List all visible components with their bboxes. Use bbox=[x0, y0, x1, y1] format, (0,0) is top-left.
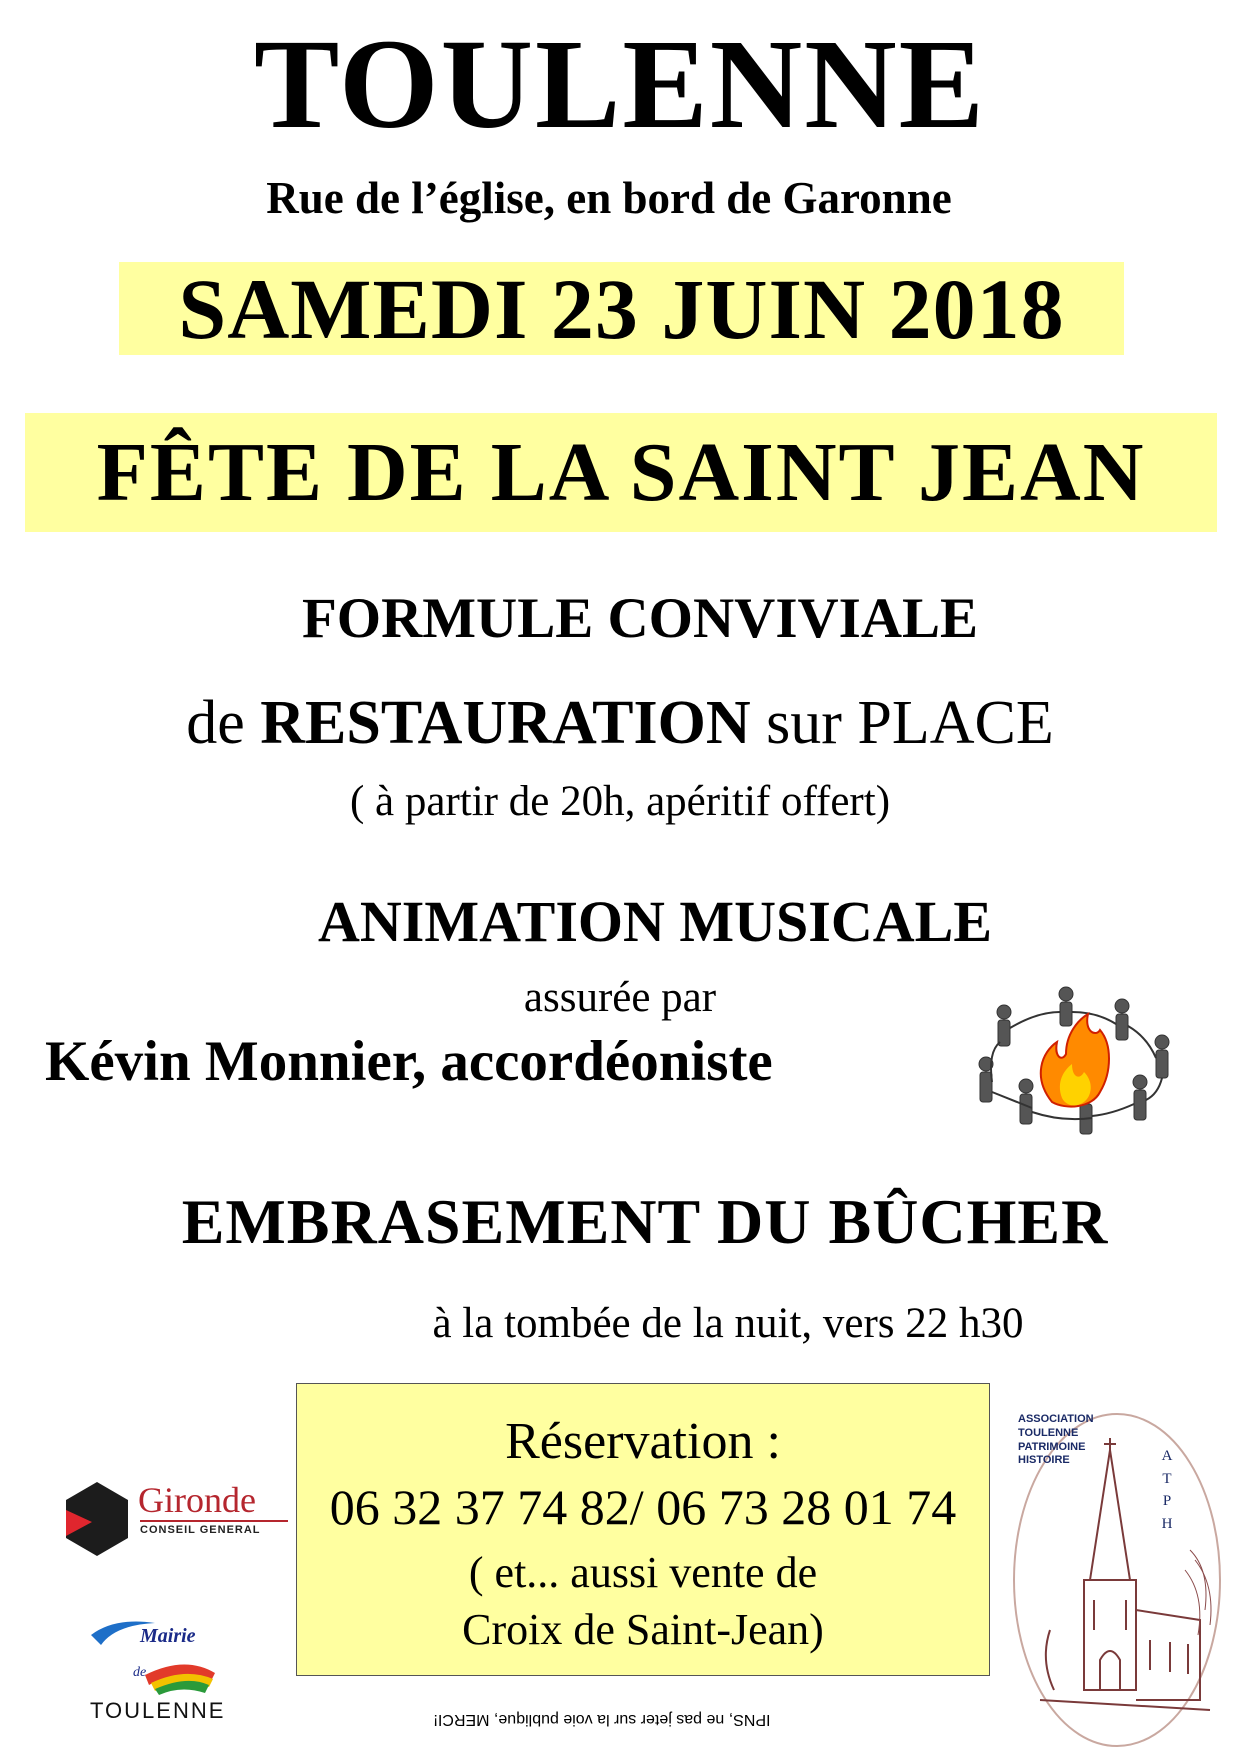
dancers-bonfire-illustration bbox=[962, 982, 1190, 1148]
reservation-box bbox=[296, 1383, 990, 1676]
event-date: SAMEDI 23 JUIN 2018 bbox=[178, 260, 1065, 357]
mairie-word: Mairie bbox=[140, 1625, 196, 1647]
restauration-line bbox=[0, 689, 1240, 757]
restauration-hours: ( à partir de 20h, apéritif offert) bbox=[349, 778, 891, 825]
performer-name: Kévin Monnier, accordéoniste bbox=[45, 1030, 773, 1093]
mairie-logo bbox=[85, 1615, 245, 1725]
gironde-hexagon-icon bbox=[62, 1480, 132, 1560]
address-line: Rue de l’église, en bord de Garonne bbox=[266, 173, 952, 223]
gironde-divider bbox=[140, 1520, 288, 1522]
date-banner bbox=[119, 262, 1124, 355]
atph-logo bbox=[1010, 1410, 1225, 1750]
reservation-label: Réservation : bbox=[505, 1413, 781, 1470]
event-banner bbox=[25, 413, 1217, 532]
mairie-de: de bbox=[133, 1665, 147, 1680]
footer-note: IPNS, ne pas jeter sur la voie publique, MERCI! bbox=[433, 1711, 771, 1728]
restauration-suffix: sur PLACE bbox=[750, 689, 1054, 757]
gironde-subtitle: CONSEIL GENERAL bbox=[140, 1524, 261, 1536]
bonfire-heading: EMBRASEMENT DU BÛCHER bbox=[181, 1186, 1109, 1257]
restauration-main: RESTAURATION bbox=[260, 689, 751, 757]
restauration-prefix: de bbox=[186, 689, 261, 757]
atph-initials: ATPH bbox=[1161, 1448, 1173, 1532]
bonfire-time: à la tombée de la nuit, vers 22 h30 bbox=[432, 1300, 1024, 1347]
reservation-extra-line1: ( et... aussi vente de bbox=[468, 1548, 818, 1597]
formula-heading: FORMULE CONVIVIALE bbox=[301, 587, 979, 650]
gironde-name: Gironde bbox=[138, 1480, 256, 1520]
atph-organization: ASSOCIATION TOULENNE PATRIMOINE HISTOIRE bbox=[1018, 1413, 1094, 1467]
animation-heading: ANIMATION MUSICALE bbox=[317, 889, 993, 954]
gironde-logo bbox=[62, 1480, 292, 1560]
reservation-extra-line2: Croix de Saint-Jean) bbox=[462, 1605, 824, 1654]
event-name: FÊTE DE LA SAINT JEAN bbox=[96, 425, 1146, 519]
reservation-phones: 06 32 37 74 82/ 06 73 28 01 74 bbox=[329, 1479, 957, 1535]
mairie-town: TOULENNE bbox=[90, 1698, 226, 1723]
animation-assured-by: assurée par bbox=[523, 974, 717, 1021]
poster-title: TOULENNE bbox=[253, 13, 987, 155]
